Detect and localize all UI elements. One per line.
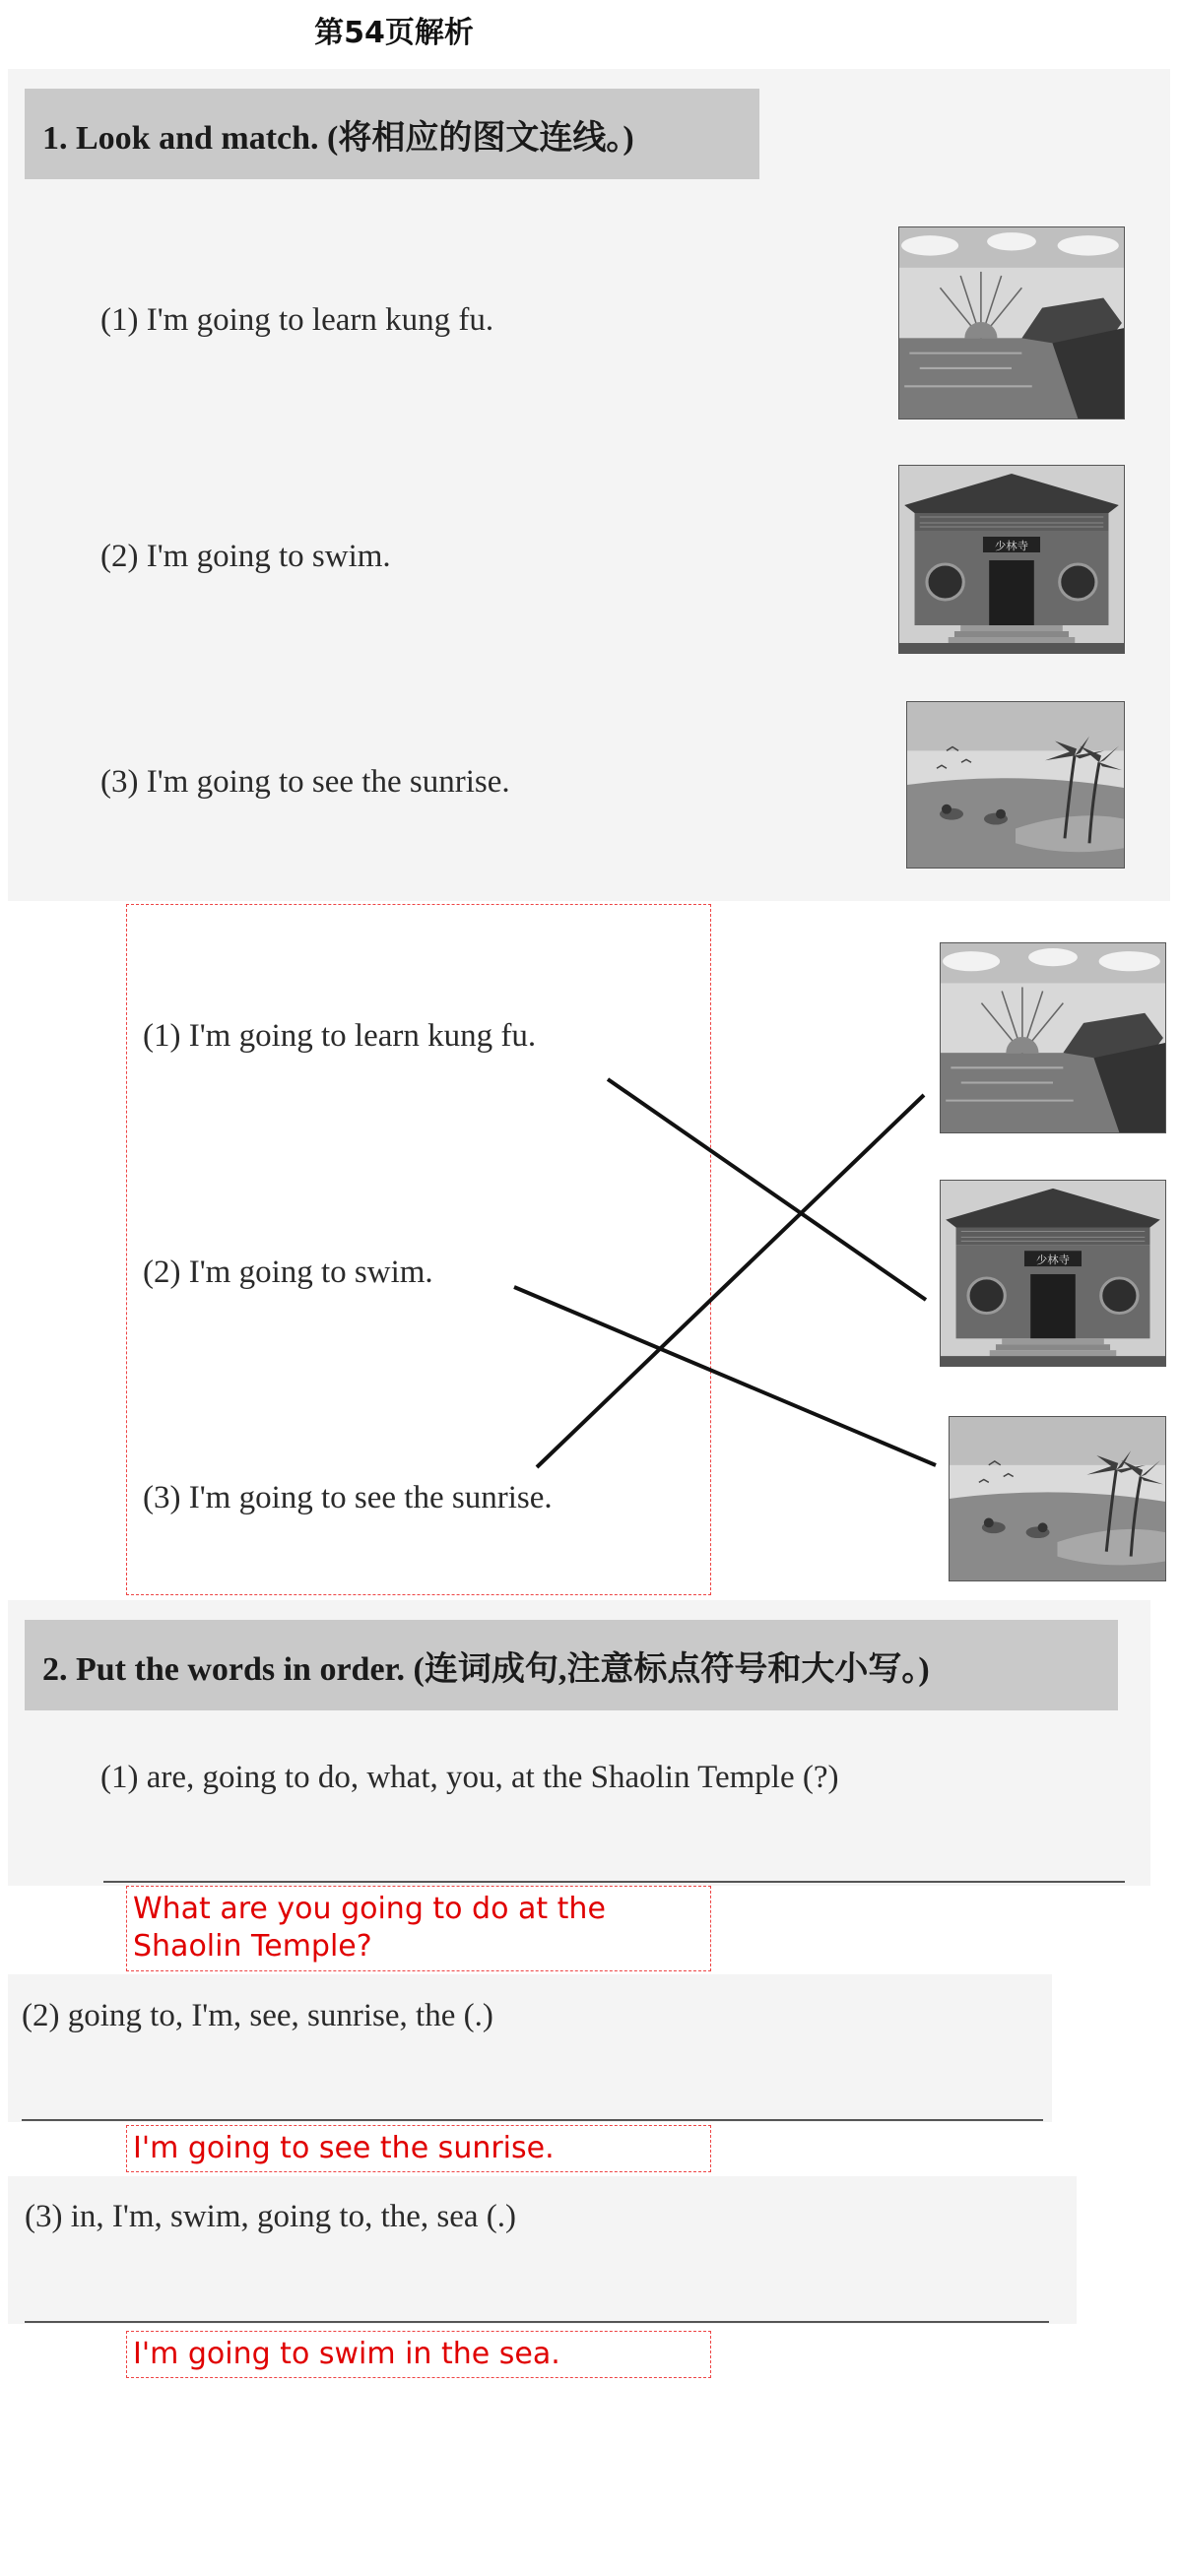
section2-question-3: (3) in, I'm, swim, going to, the, sea (.) [25,2199,517,2234]
answer-2-2: I'm going to see the sunrise. [126,2125,711,2172]
answer-2-3: I'm going to swim in the sea. [126,2331,711,2378]
match-line-3 [537,1095,924,1467]
answer1-item-2: (2) I'm going to swim. [143,1255,433,1290]
answer-line-2 [22,2119,1043,2121]
page-title: 第54页解析 [314,16,474,50]
question2-scan [8,1974,1052,2122]
section1-item-3: (3) I'm going to see the sunrise. [100,764,510,800]
match-line-1 [608,1079,926,1300]
section1-header: 1. Look and match. (将相应的图文连线。) [25,89,759,179]
match-line-2 [514,1287,936,1465]
section2-question-2: (2) going to, I'm, see, sunrise, the (.) [22,1998,493,2033]
answer1-item-3: (3) I'm going to see the sunrise. [143,1480,553,1515]
answer1-item-1: (1) I'm going to learn kung fu. [143,1018,537,1054]
answer-line-1 [103,1881,1125,1883]
answer-line-3 [25,2321,1049,2323]
section1-item-2: (2) I'm going to swim. [100,539,391,574]
section2-header: 2. Put the words in order. (连词成句,注意标点符号和大小写。) [25,1620,1118,1710]
section2-question-1: (1) are, going to do, what, you, at the Shaolin Temple (?) [100,1760,839,1795]
section1-item-1: (1) I'm going to learn kung fu. [100,302,494,338]
answer-2-1: What are you going to do at the Shaolin Temple? [126,1886,711,1971]
